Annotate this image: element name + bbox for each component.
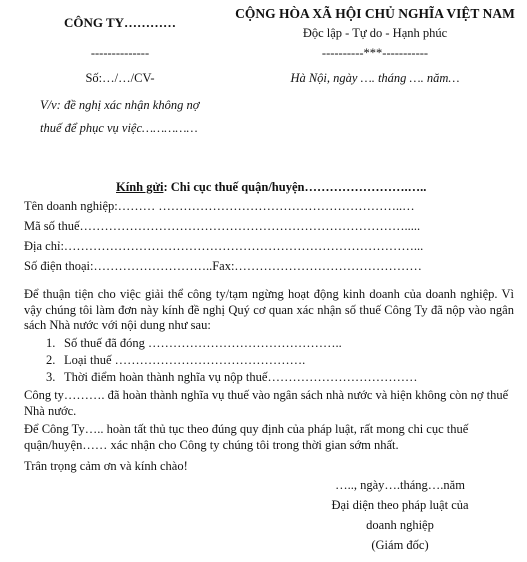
list-item-text: Số thuế đã đóng ……………………………………….. (64, 336, 342, 350)
signature-title-line-1: Đại diện theo pháp luật của (331, 498, 469, 512)
list-item (46, 336, 342, 351)
signature-role: (Giám đốc) (371, 538, 429, 552)
recipient-label: Kính gửi (116, 180, 164, 194)
field-tax-code: Mã số thuế……………………………………………………………………..... (24, 219, 421, 233)
closing-line: Trân trọng cảm ơn và kính chào! (24, 459, 188, 473)
list-item-number: 1. (46, 336, 56, 350)
list-item-text: Thời điểm hoàn thành nghĩa vụ nộp thuế……………………………… (64, 370, 418, 384)
completion-paragraph: Công ty………. đã hoàn thành nghĩa vụ thuế vào ngân sách nhà nước và hiện không còn nợ thuế Nhà nước. (24, 388, 509, 418)
field-company-name: Tên doanh nghiệp:……… …………………………………………………..… (24, 199, 415, 213)
motto: Độc lập - Tự do - Hạnh phúc (302, 26, 448, 40)
subject-line-2: thuế để phục vụ việc…………… (40, 121, 198, 135)
request-paragraph: Để Công Ty….. hoàn tất thủ tục theo đúng quy định của pháp luật, rất mong chi cục thuế quận/huyện…… xác nhận cho Công ty chúng tôi trong thời gian sớm nhất. (24, 422, 469, 452)
document-number: Số:…/…/CV- (85, 71, 155, 85)
place-date: Hà Nội, ngày …. tháng …. năm… (290, 71, 460, 85)
company-name: CÔNG TY………… (63, 15, 177, 30)
company-separator: -------------- (90, 46, 150, 60)
motto-separator: ----------***----------- (321, 46, 429, 60)
intro-paragraph: Để thuận tiện cho việc giải thể công ty/tạm ngừng hoạt động kinh doanh của doanh nghiệp. Vì vậy chúng tôi làm đơn này kính đề nghị Quý cơ quan xác nhận số thuế Công Ty đã nộp vào ngân sách Nhà nước với nội dung như sau: (24, 287, 514, 332)
list-item (46, 353, 305, 368)
list-item-number: 3. (46, 370, 56, 384)
subject-line-1: V/v: đề nghị xác nhận không nợ (40, 98, 200, 112)
nation-title: CỘNG HÒA XÃ HỘI CHỦ NGHĨA VIỆT NAM (235, 6, 515, 21)
list-item (46, 370, 417, 385)
list-item-number: 2. (46, 353, 56, 367)
signature-title-line-2: doanh nghiệp (366, 518, 434, 532)
field-phone-fax: Số điện thoại:………………………..Fax:……………………………………… (24, 259, 422, 273)
recipient-text: : Chi cục thuế quận/huyện…………………….….. (163, 180, 427, 194)
recipient-line (116, 180, 426, 195)
signature-date: ….., ngày….tháng….năm (335, 478, 465, 492)
list-item-text: Loại thuế ………………………………………. (64, 353, 306, 367)
field-address: Địa chỉ:…………………………………………………………………………... (24, 239, 424, 253)
